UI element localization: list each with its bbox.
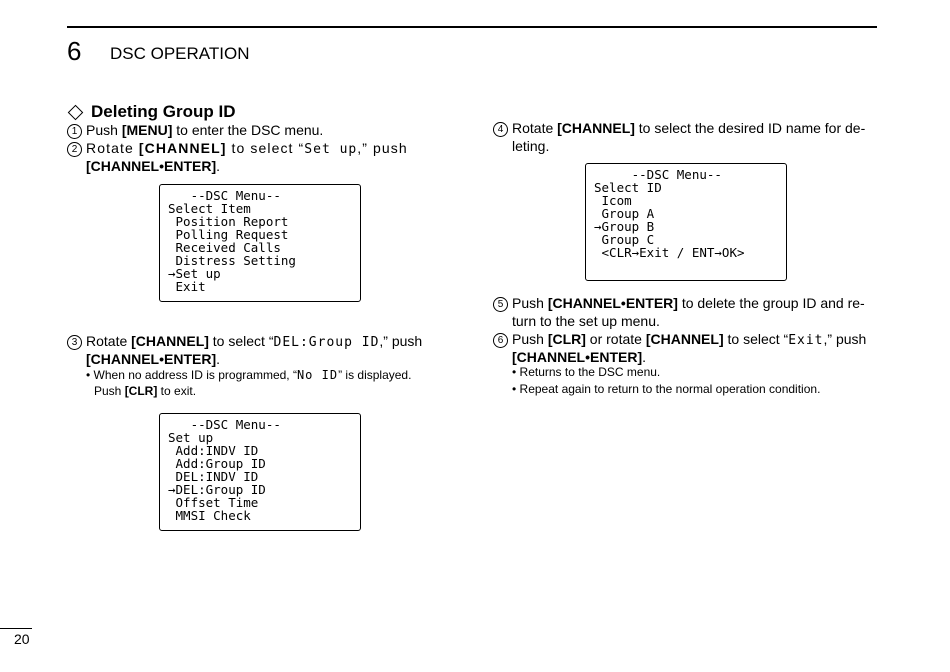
step-2-line-2 bbox=[86, 157, 220, 175]
step-text: . bbox=[642, 349, 647, 365]
note-text: ” is displayed. bbox=[338, 368, 412, 382]
step-3-note bbox=[86, 367, 411, 383]
lcd-line: →Set up bbox=[168, 266, 221, 281]
lcd-line: Exit bbox=[168, 279, 206, 294]
step-text: Rotate bbox=[512, 120, 558, 136]
top-rule bbox=[67, 26, 877, 28]
step-2 bbox=[67, 139, 453, 159]
lcd-text-no-id: No ID bbox=[296, 368, 339, 382]
key-channel-enter: [CHANNEL•ENTER] bbox=[512, 349, 643, 365]
lcd-text-exit: Exit bbox=[788, 333, 824, 348]
lcd-display-select-item bbox=[159, 184, 361, 302]
step-4 bbox=[493, 119, 865, 137]
step-text: Push bbox=[512, 331, 548, 347]
lcd-line: --DSC Menu-- bbox=[594, 167, 722, 182]
step-text: turn to the set up menu. bbox=[512, 313, 660, 329]
step-text: ,” push bbox=[357, 140, 408, 156]
step-text: Rotate bbox=[86, 140, 139, 156]
lcd-line: Group A bbox=[594, 206, 655, 221]
step-3 bbox=[67, 332, 422, 352]
step-text: or rotate bbox=[585, 331, 646, 347]
lcd-display-select-id bbox=[585, 163, 787, 281]
key-channel: [CHANNEL] bbox=[557, 120, 635, 136]
step-number: 4 bbox=[493, 122, 508, 137]
step-number: 3 bbox=[67, 335, 82, 350]
step-text: leting. bbox=[512, 138, 550, 154]
step-5 bbox=[493, 294, 865, 312]
key-clr: [CLR] bbox=[547, 331, 586, 347]
lcd-display-set-up bbox=[159, 413, 361, 531]
section-heading bbox=[67, 102, 236, 122]
lcd-line: →Group B bbox=[594, 219, 655, 234]
step-text: Push bbox=[512, 295, 548, 311]
lcd-text-del-group-id: DEL:Group ID bbox=[273, 335, 380, 350]
note-text: • When no address ID is programmed, “ bbox=[86, 368, 297, 382]
step-1 bbox=[67, 121, 323, 139]
key-channel: [CHANNEL] bbox=[131, 333, 209, 349]
lcd-line: Offset Time bbox=[168, 495, 259, 510]
lcd-line: <CLR→Exit / ENT→OK> bbox=[594, 245, 745, 260]
lcd-line: --DSC Menu-- bbox=[168, 417, 281, 432]
step-4-line-2 bbox=[512, 137, 549, 155]
lcd-line: →DEL:Group ID bbox=[168, 482, 266, 497]
lcd-line: Add:INDV ID bbox=[168, 443, 259, 458]
lcd-line: Distress Setting bbox=[168, 253, 296, 268]
note-text: Push bbox=[94, 384, 125, 398]
lcd-line: Received Calls bbox=[168, 240, 281, 255]
step-text: ,” push bbox=[823, 331, 867, 347]
step-text: to enter the DSC menu. bbox=[172, 122, 324, 138]
lcd-line: Select ID bbox=[594, 180, 662, 195]
step-number: 6 bbox=[493, 333, 508, 348]
lcd-line: Group C bbox=[594, 232, 655, 247]
step-3-note-line-2 bbox=[94, 383, 196, 399]
key-channel-enter: [CHANNEL•ENTER] bbox=[547, 295, 678, 311]
lcd-line: Position Report bbox=[168, 214, 289, 229]
step-number: 1 bbox=[67, 124, 82, 139]
step-text: to select the desired ID name for de- bbox=[634, 120, 866, 136]
step-text: to select “ bbox=[226, 140, 305, 156]
key-channel: [CHANNEL] bbox=[645, 331, 724, 347]
step-text: to delete the group ID and re- bbox=[677, 295, 865, 311]
lcd-line: MMSI Check bbox=[168, 508, 251, 523]
chapter-title: DSC OPERATION bbox=[110, 44, 250, 63]
step-5-line-2 bbox=[512, 312, 660, 330]
note-text: to exit. bbox=[157, 384, 197, 398]
lcd-line: Add:Group ID bbox=[168, 456, 266, 471]
key-channel: [CHANNEL] bbox=[138, 140, 227, 156]
lcd-text-setup: Set up bbox=[304, 142, 358, 157]
step-number: 2 bbox=[67, 142, 82, 157]
lcd-line: Set up bbox=[168, 430, 214, 445]
step-text: . bbox=[216, 351, 221, 367]
page-number: 20 bbox=[14, 631, 30, 647]
section-title: Deleting Group ID bbox=[91, 102, 236, 121]
lcd-line: Icom bbox=[594, 193, 632, 208]
key-channel-enter: [CHANNEL•ENTER] bbox=[86, 351, 217, 367]
key-menu: [MENU] bbox=[121, 122, 173, 138]
step-text: to select “ bbox=[208, 333, 274, 349]
lcd-line: --DSC Menu-- bbox=[168, 188, 281, 203]
key-channel-enter: [CHANNEL•ENTER] bbox=[86, 158, 217, 174]
step-text: ,” push bbox=[379, 333, 423, 349]
chapter-number: 6 bbox=[67, 36, 82, 66]
step-text: to select “ bbox=[723, 331, 789, 347]
step-text: Push bbox=[86, 122, 122, 138]
lcd-line: Select Item bbox=[168, 201, 251, 216]
key-clr: [CLR] bbox=[124, 384, 158, 398]
diamond-outline-icon bbox=[68, 104, 84, 120]
footer-rule bbox=[0, 628, 32, 629]
step-text: Rotate bbox=[86, 333, 132, 349]
step-number: 5 bbox=[493, 297, 508, 312]
step-6 bbox=[493, 330, 866, 350]
lcd-line: Polling Request bbox=[168, 227, 289, 242]
step-6-note-2: • Repeat again to return to the normal operation condition. bbox=[512, 382, 821, 396]
step-text: . bbox=[216, 158, 221, 174]
step-3-line-2 bbox=[86, 350, 220, 368]
lcd-line: DEL:INDV ID bbox=[168, 469, 259, 484]
step-6-note-1: • Returns to the DSC menu. bbox=[512, 365, 661, 379]
